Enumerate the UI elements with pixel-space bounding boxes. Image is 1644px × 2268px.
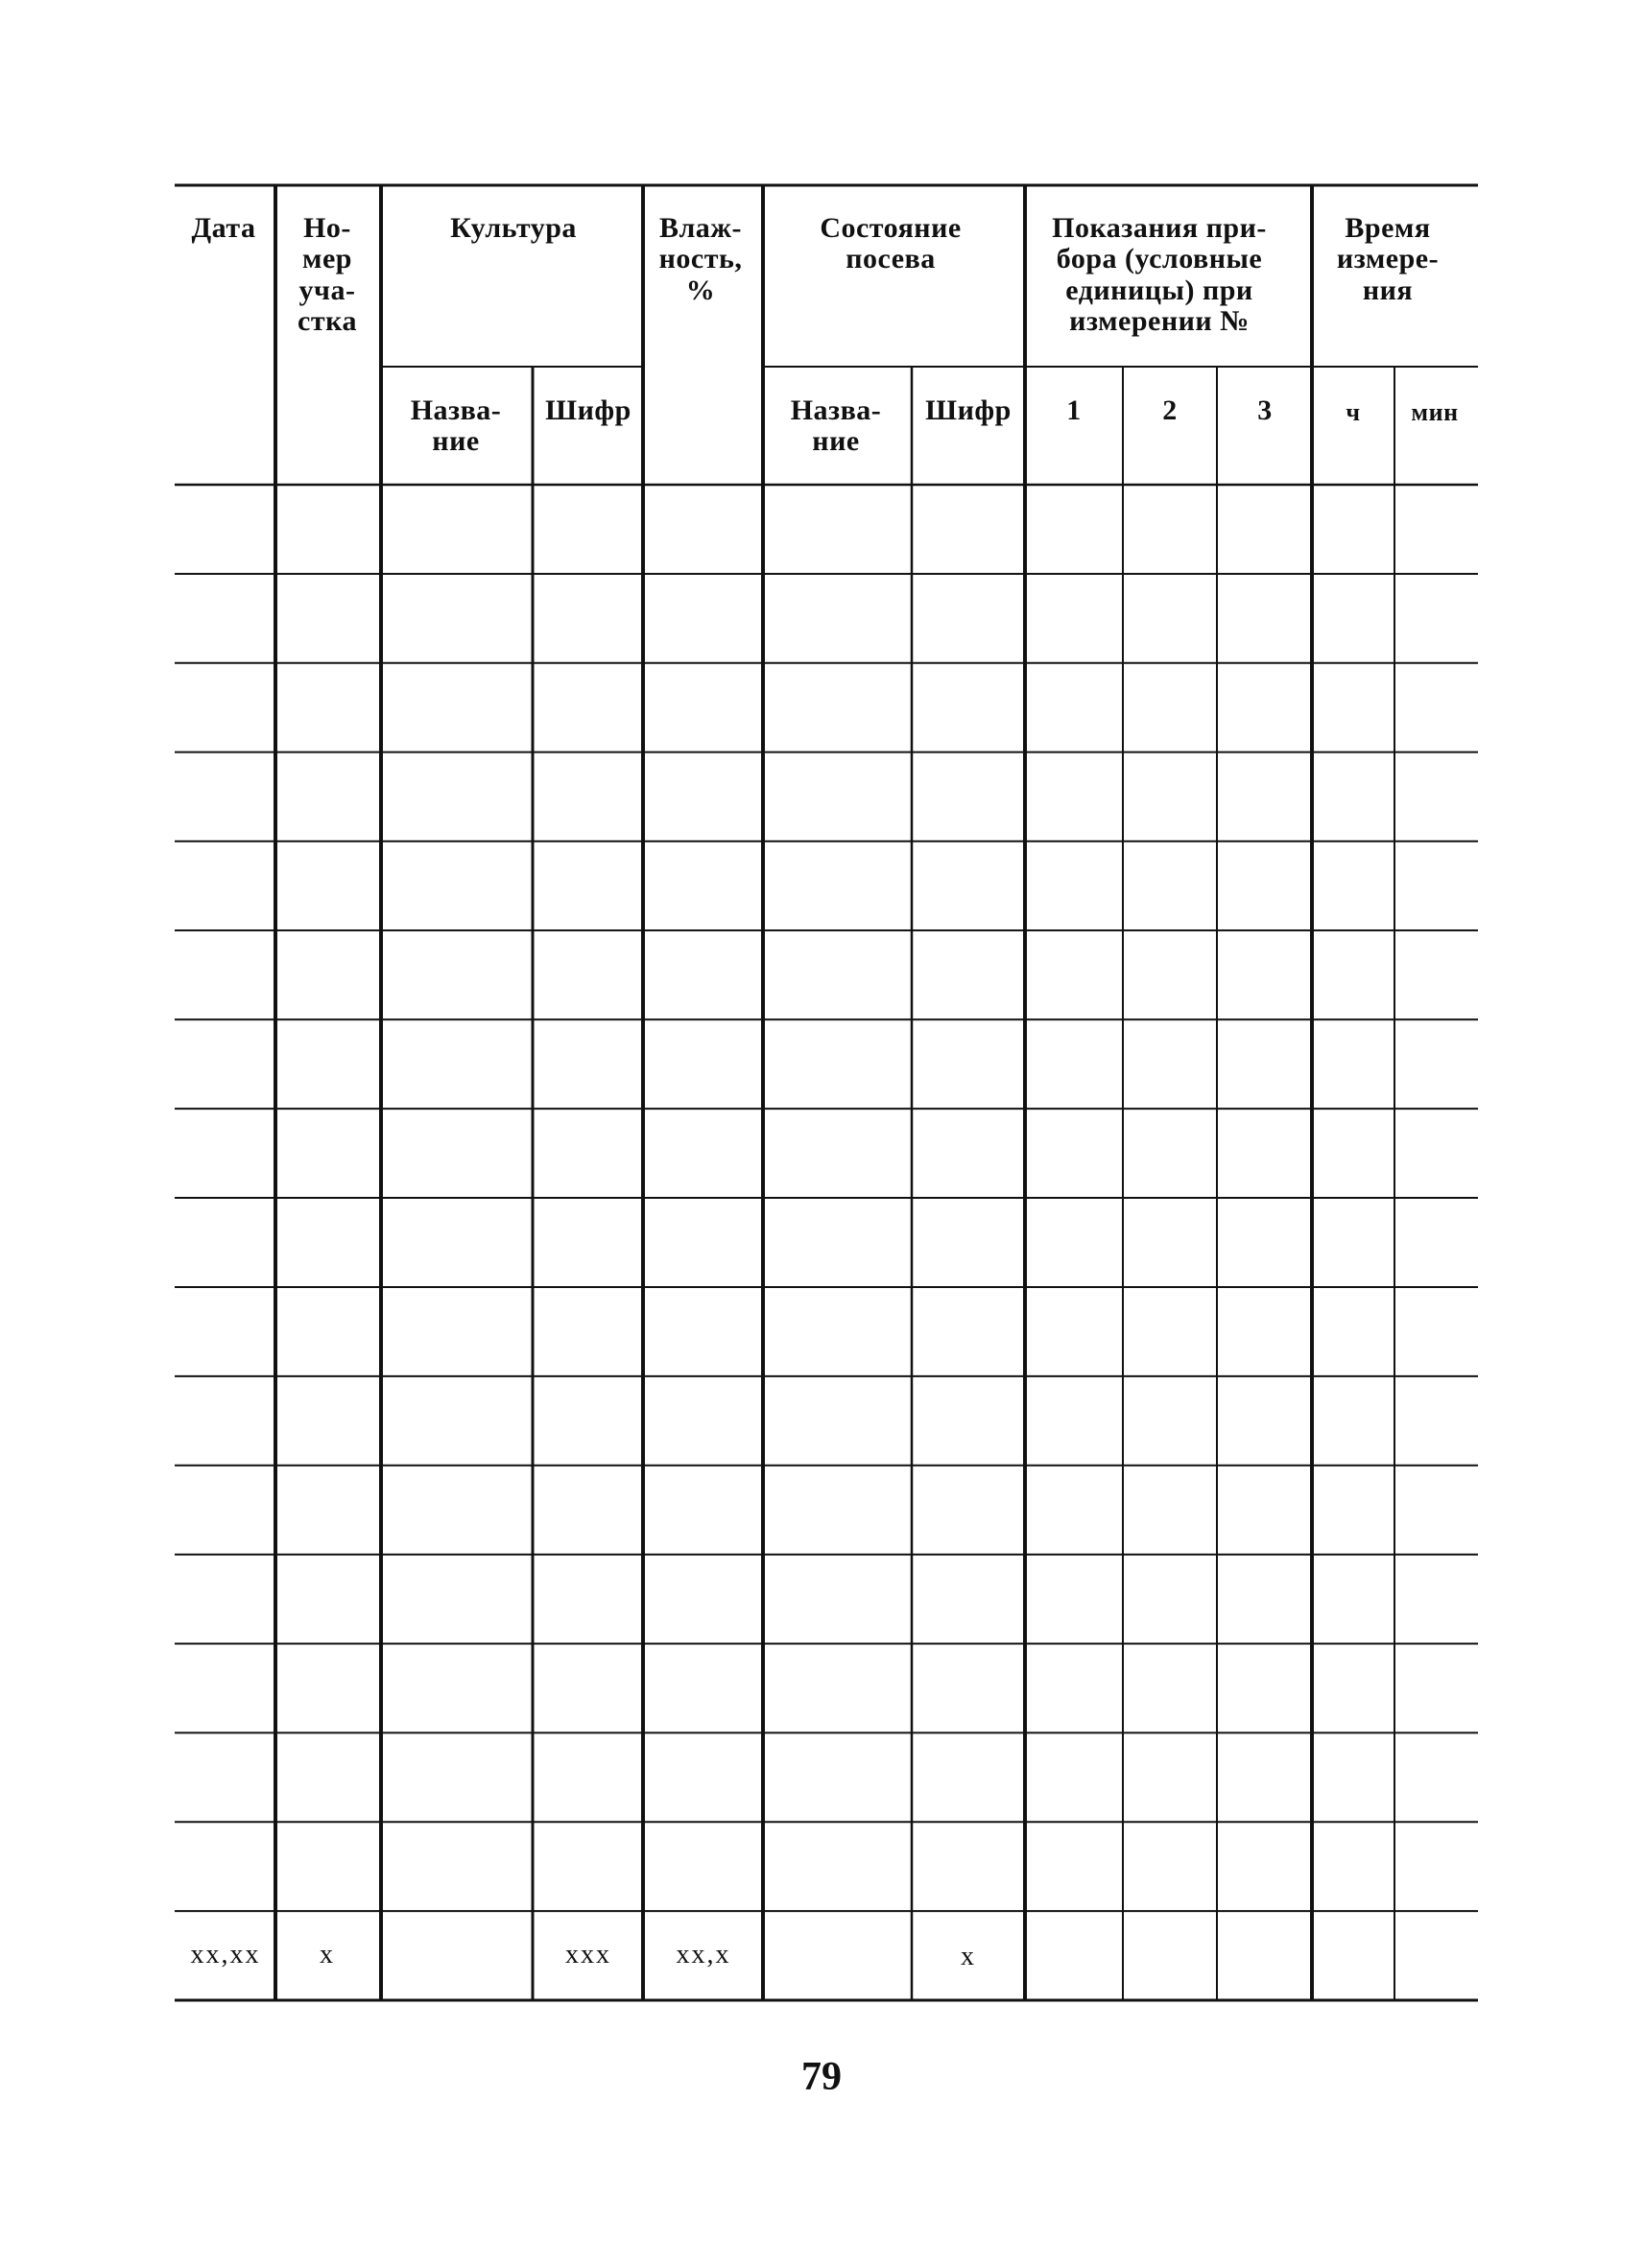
subheader-culture-name: Назва- ние	[410, 394, 502, 458]
subheader-reading-2: 2	[1162, 394, 1178, 426]
header-culture: Культура	[450, 212, 577, 244]
subheader-culture-code: Шифр	[545, 394, 631, 426]
header-instrument-readings: Показания при- бора (условные единицы) при измерении №	[1052, 212, 1267, 338]
header-humidity: Влаж- ность, %	[658, 212, 743, 306]
subheader-reading-1: 1	[1066, 394, 1082, 426]
header-measure-time: Время измере- ния	[1336, 212, 1440, 306]
format-plot-number: x	[320, 1940, 335, 1970]
subheader-hours: ч	[1346, 398, 1361, 426]
format-state-code: x	[961, 1942, 976, 1971]
header-date: Дата	[191, 212, 256, 244]
page-number: 79	[801, 2055, 842, 2099]
format-humidity: xx,x	[676, 1940, 731, 1970]
header-crop-state: Состояние посева	[820, 212, 962, 275]
subheader-state-name: Назва- ние	[790, 394, 882, 458]
format-date: xx,xx	[190, 1940, 261, 1970]
subheader-state-code: Шифр	[925, 394, 1012, 426]
subheader-minutes: мин	[1411, 398, 1459, 426]
header-plot-number: Но- мер уча- стка	[298, 212, 357, 338]
format-culture-code: xxx	[565, 1940, 611, 1970]
subheader-reading-3: 3	[1257, 394, 1273, 426]
